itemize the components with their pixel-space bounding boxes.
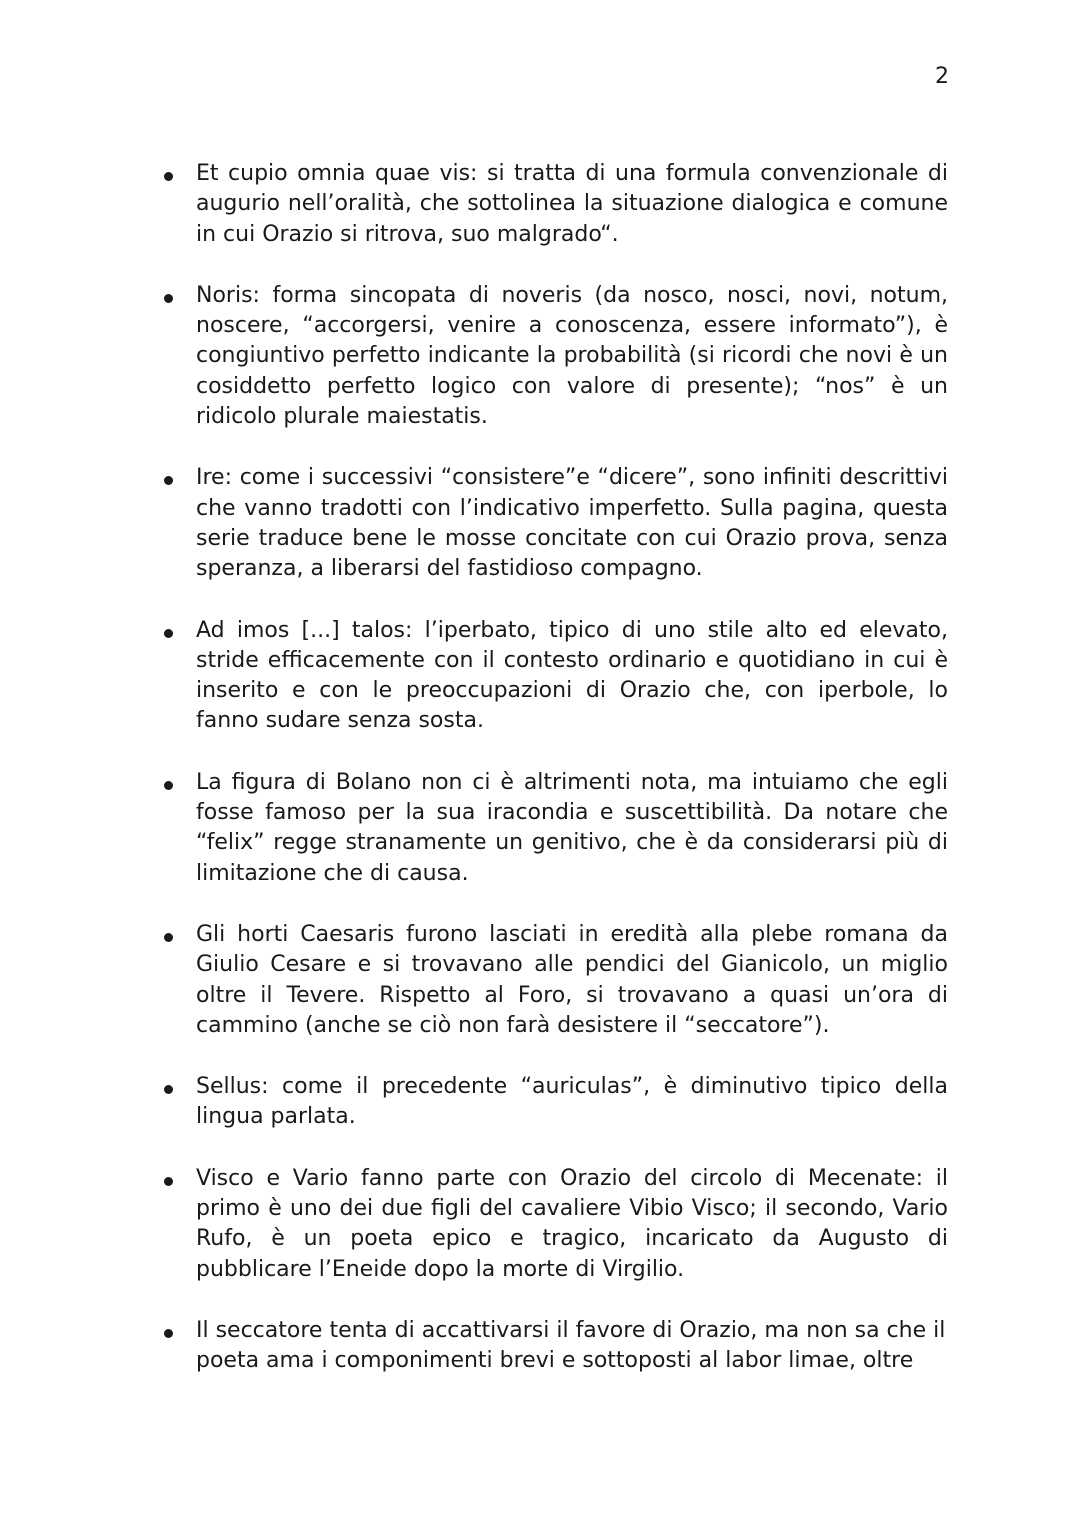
list-item-text: Gli horti Caesaris furono lasciati in eredità alla plebe romana da Giulio Cesare e si trovavano alle pendici del Gianicolo, un miglio oltre il Tevere. Rispetto al Foro, si trovavano a quasi un’ora di cammino (anche se ciò non farà desistere il “seccatore”).: [196, 921, 948, 1038]
list-item-text: Il seccatore tenta di accattivarsi il favore di Orazio, ma non sa che il poeta ama i componimenti brevi e sottoposti al labor limae, oltre: [196, 1317, 946, 1374]
list-item: [164, 159, 948, 250]
list-item-text: Visco e Vario fanno parte con Orazio del circolo di Mecenate: il primo è uno dei due figli del cavaliere Vibio Visco; il secondo, Vario Rufo, è un poeta epico e tragico, incaricato da Augusto di pubblicare l’Eneide dopo la morte di Virgilio.: [196, 1165, 948, 1282]
bullet-icon: [164, 781, 173, 790]
list-item: [164, 616, 948, 737]
list-item: [164, 281, 948, 432]
list-item: [164, 768, 948, 889]
bullet-icon: [164, 476, 173, 485]
list-item: [164, 1164, 948, 1285]
list-item: [164, 463, 948, 584]
bullet-icon: [164, 1085, 173, 1094]
list-item-text: La figura di Bolano non ci è altrimenti nota, ma intuiamo che egli fosse famoso per la sua iracondia e suscettibilità. Da notare che “felix” regge stranamente un genitivo, che è da considerarsi più di limitazione che di causa.: [196, 769, 948, 886]
list-item-text: Sellus: come il precedente “auriculas”, è diminutivo tipico della lingua parlata.: [196, 1074, 948, 1130]
list-item: [164, 1316, 948, 1377]
bullet-icon: [164, 629, 173, 638]
bullet-icon: [164, 1329, 173, 1338]
list-item: [164, 920, 948, 1041]
list-item-text: Ire: come i successivi “consistere”e “dicere”, sono infiniti descrittivi che vanno tradotti con l’indicativo imperfetto. Sulla pagina, questa serie traduce bene le mosse concitate con cui Orazio prova, senza speranza, a liberarsi del fastidioso compagno.: [196, 465, 948, 582]
list-item-text: Ad imos [...] talos: l’iperbato, tipico di uno stile alto ed elevato, stride efficacemente con il contesto ordinario e quotidiano in cui è inserito e con le preoccupazioni di Orazio che, con iperbole, lo fanno sudare senza sosta.: [196, 617, 948, 734]
bullet-icon: [164, 1177, 173, 1186]
bullet-icon: [164, 933, 173, 942]
list-item-text: Noris: forma sincopata di noveris (da nosco, nosci, novi, notum, noscere, “accorgersi, venire a conoscenza, essere informato”), è congiuntivo perfetto indicante la probabilità (si ricordi che novi è un cosiddetto perfetto logico con valore di presente); “nos” è un ridicolo plurale maiestatis.: [196, 282, 948, 430]
list-item-text: Et cupio omnia quae vis: si tratta di una formula convenzionale di augurio nell’oralità, che sottolinea la situazione dialogica e comune in cui Orazio si ritrova, suo malgrado“.: [196, 161, 948, 247]
page-number: 2: [935, 64, 949, 89]
notes-list: [164, 159, 948, 1408]
bullet-icon: [164, 172, 173, 181]
list-item: [164, 1072, 948, 1133]
bullet-icon: [164, 294, 173, 303]
